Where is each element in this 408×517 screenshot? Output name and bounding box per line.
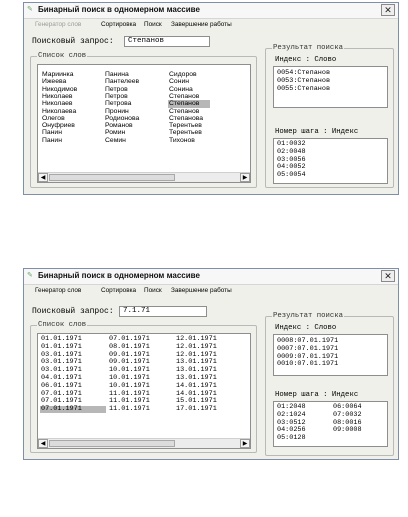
search-result-group xyxy=(265,312,394,456)
word-cell: 07.01.1971 xyxy=(41,405,82,414)
search-result-group xyxy=(265,44,394,188)
word-cell: Николаева xyxy=(42,107,77,115)
word-cell: 10.01.1971 xyxy=(109,374,150,382)
word-cell: 10.01.1971 xyxy=(109,366,150,375)
word-cell: Панин xyxy=(42,129,62,137)
word-cell: Онуфриев xyxy=(42,122,75,130)
step-entry: 02:1024 xyxy=(277,410,306,419)
word-cell: Петрова xyxy=(105,100,132,108)
word-cell: 06.01.1971 xyxy=(41,381,82,390)
result-header: Индекс : Слово xyxy=(275,56,337,64)
menu-exit[interactable]: Завершение работы xyxy=(171,287,232,294)
scrollbar-thumb[interactable] xyxy=(49,174,175,181)
result-entry: 0007:07.01.1971 xyxy=(277,344,339,353)
word-cell: Николаев xyxy=(42,100,73,108)
scroll-left-icon[interactable]: ◀ xyxy=(38,173,48,182)
window-title: Бинарный поиск в одномерном массиве xyxy=(38,5,200,14)
word-cell: Степанова xyxy=(169,114,204,122)
scroll-right-icon[interactable]: ▶ xyxy=(240,439,250,448)
result-entry: 0008:07.01.1971 xyxy=(277,337,339,345)
word-cell: Степанов xyxy=(169,92,200,100)
word-cell: 03.01.1971 xyxy=(41,366,82,375)
word-cell: Пантелеев xyxy=(105,78,140,86)
word-cell: Терентьев xyxy=(169,129,202,137)
word-cell: 14.01.1971 xyxy=(176,389,217,398)
word-cell: 01.01.1971 xyxy=(41,342,82,351)
result-header: Индекс : Слово xyxy=(275,324,337,332)
step-entry: 03:0056 xyxy=(277,155,306,164)
word-cell: Родионова xyxy=(105,114,140,122)
word-cell: Панина xyxy=(105,71,129,78)
scroll-left-icon[interactable]: ◀ xyxy=(38,439,48,448)
word-cell: Терентьев xyxy=(169,122,202,130)
result-listbox[interactable] xyxy=(273,66,388,108)
word-cell: Панин xyxy=(42,136,62,144)
step-entry: 03:0512 xyxy=(277,418,306,427)
word-list-label: Список слов xyxy=(38,52,87,60)
query-input[interactable]: 7.1.71 xyxy=(119,306,207,317)
word-cell: Петров xyxy=(105,85,128,93)
word-cell: Мариинка xyxy=(42,71,74,78)
word-cell: Сидоров xyxy=(169,71,197,78)
horizontal-scrollbar[interactable] xyxy=(38,438,250,448)
steps-listbox[interactable] xyxy=(273,138,388,184)
step-entry: 02:0048 xyxy=(277,147,306,156)
word-cell: 09.01.1971 xyxy=(109,358,150,367)
word-cell: 13.01.1971 xyxy=(176,358,217,367)
word-cell: Степанов xyxy=(169,100,200,108)
result-entry: 0009:07.01.1971 xyxy=(277,352,339,361)
query-input[interactable]: Степанов xyxy=(124,36,210,47)
scrollbar-thumb[interactable] xyxy=(49,440,175,447)
query-label: Поисковый запрос: xyxy=(32,307,114,316)
app-window-1 xyxy=(23,2,399,195)
menu-search[interactable]: Поиск xyxy=(144,21,162,28)
word-cell: 15.01.1971 xyxy=(176,397,217,406)
step-entry: 01:0032 xyxy=(277,140,306,148)
word-cell: 14.01.1971 xyxy=(176,381,217,390)
word-cell: 13.01.1971 xyxy=(176,374,217,382)
word-cell: Сонина xyxy=(169,85,193,93)
close-icon[interactable]: ✕ xyxy=(381,270,395,282)
word-cell: 12.01.1971 xyxy=(176,342,217,351)
scroll-right-icon[interactable]: ▶ xyxy=(240,173,250,182)
word-list-group xyxy=(30,52,257,188)
menu-sort[interactable]: Сортировка xyxy=(101,287,137,294)
word-cell: 07.01.1971 xyxy=(41,397,82,406)
word-cell: 13.01.1971 xyxy=(176,366,217,375)
menu-generator[interactable]: Генератор слов xyxy=(35,21,82,28)
step-entry: 01:2048 xyxy=(277,403,306,411)
steps-listbox[interactable] xyxy=(273,401,388,447)
word-cell: Петров xyxy=(105,92,128,100)
word-cell: Семин xyxy=(105,136,126,144)
word-cell: 11.01.1971 xyxy=(109,405,150,414)
close-icon[interactable]: ✕ xyxy=(381,4,395,16)
menu-generator[interactable]: Генератор слов xyxy=(35,287,82,294)
menu-bar xyxy=(24,19,398,31)
menu-sort[interactable]: Сортировка xyxy=(101,21,137,28)
horizontal-scrollbar[interactable] xyxy=(38,172,250,182)
word-cell: Ромин xyxy=(105,129,126,137)
word-cell: 01.01.1971 xyxy=(41,335,82,343)
word-cell: 03.01.1971 xyxy=(41,358,82,367)
word-cell: 12.01.1971 xyxy=(176,350,217,359)
word-cell: 07.01.1971 xyxy=(41,389,82,398)
app-window-2 xyxy=(23,268,399,460)
word-listbox[interactable] xyxy=(37,333,251,449)
step-entry: 06:0064 xyxy=(333,403,362,411)
word-cell: 04.01.1971 xyxy=(41,374,82,382)
word-cell: 08.01.1971 xyxy=(109,342,150,351)
step-entry: 07:0032 xyxy=(333,410,362,419)
word-cell: 17.01.1971 xyxy=(176,405,217,414)
word-listbox[interactable] xyxy=(37,64,251,183)
window-title: Бинарный поиск в одномерном массиве xyxy=(38,271,200,280)
steps-header: Номер шага : Индекс xyxy=(275,128,359,136)
result-listbox[interactable] xyxy=(273,334,388,376)
word-list-label: Список слов xyxy=(38,321,87,329)
app-icon: ✎ xyxy=(27,6,33,13)
menu-search[interactable]: Поиск xyxy=(144,287,162,294)
step-entry: 04:0256 xyxy=(277,426,306,435)
menu-bar xyxy=(24,285,398,297)
word-cell: Никодимов xyxy=(42,85,78,93)
step-entry: 04:0052 xyxy=(277,163,306,172)
word-cell: 11.01.1971 xyxy=(109,397,150,406)
word-cell: Олегов xyxy=(42,114,65,122)
word-cell: 11.01.1971 xyxy=(109,389,150,398)
word-cell: 12.01.1971 xyxy=(176,335,217,343)
title-bar[interactable] xyxy=(24,3,398,19)
word-cell: 10.01.1971 xyxy=(109,381,150,390)
step-entry: 05:0128 xyxy=(277,434,306,443)
result-entry: 0055:Степанов xyxy=(277,84,331,93)
result-entry: 0053:Степанов xyxy=(277,76,331,85)
word-cell: Романов xyxy=(105,122,133,130)
result-entry: 0010:07.01.1971 xyxy=(277,360,339,369)
steps-header: Номер шага : Индекс xyxy=(275,391,359,399)
word-cell: Ижеева xyxy=(42,78,67,86)
step-entry: 08:0016 xyxy=(333,418,362,427)
word-list-group xyxy=(30,321,257,453)
step-entry: 09:0008 xyxy=(333,426,362,435)
word-cell: 03.01.1971 xyxy=(41,350,82,359)
word-cell: Пронин xyxy=(105,107,129,115)
step-entry: 05:0054 xyxy=(277,171,306,180)
app-icon: ✎ xyxy=(27,272,33,279)
menu-exit[interactable]: Завершение работы xyxy=(171,21,232,28)
title-bar[interactable] xyxy=(24,269,398,285)
word-cell: Тихонов xyxy=(169,136,195,144)
word-cell: 09.01.1971 xyxy=(109,350,150,359)
result-entry: 0054:Степанов xyxy=(277,69,331,77)
search-result-label: Результат поиска xyxy=(273,312,344,320)
search-result-label: Результат поиска xyxy=(273,44,344,52)
word-cell: Николаев xyxy=(42,92,73,100)
word-cell: Степанов xyxy=(169,107,200,115)
word-cell: Сонин xyxy=(169,78,189,86)
query-label: Поисковый запрос: xyxy=(32,37,114,46)
word-cell: 07.01.1971 xyxy=(109,335,150,343)
